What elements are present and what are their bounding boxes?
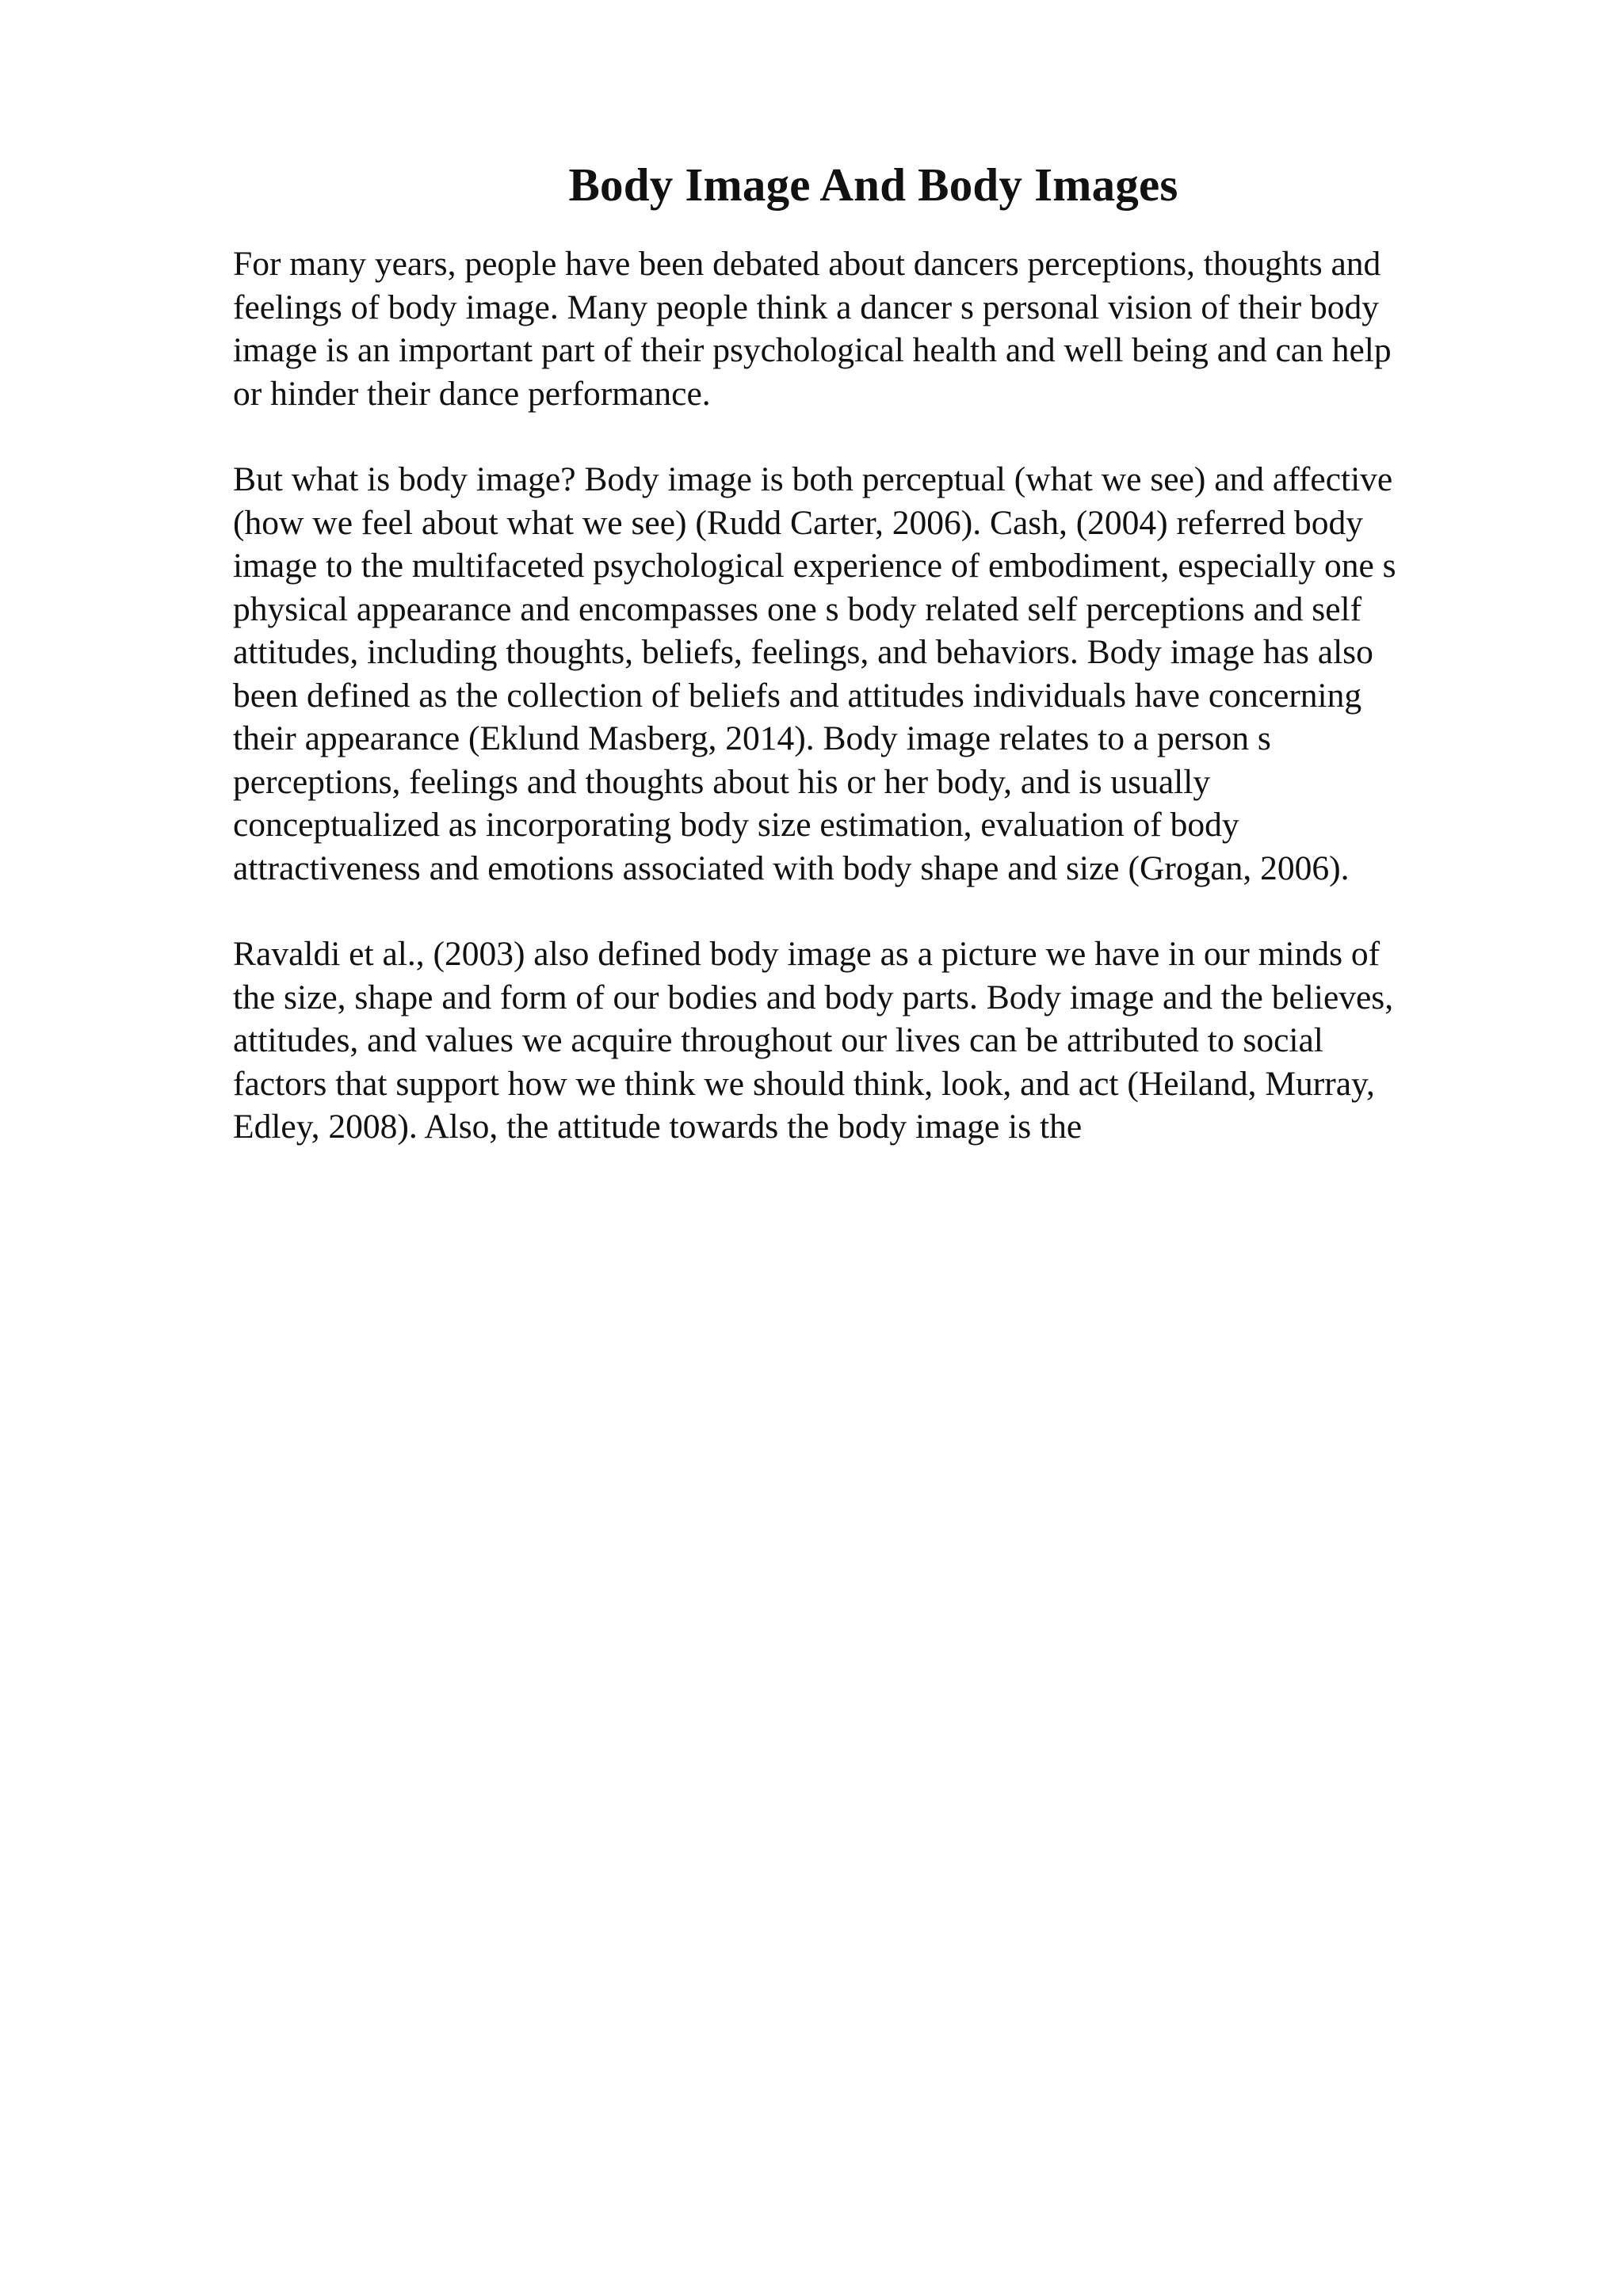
text-line: Edley, 2008). Also, the attitude towards the body image is the <box>233 1108 1083 1146</box>
document-title: Body Image And Body Images <box>568 158 1178 211</box>
text-line: attractiveness and emotions associated with body shape and size (Grogan, 2006). <box>233 849 1350 887</box>
text-line: the size, shape and form of our bodies and body parts. Body image and the believes, <box>233 978 1394 1016</box>
text-line: conceptualized as incorporating body size estimation, evaluation of body <box>233 806 1239 844</box>
text-line: For many years, people have been debated about dancers perceptions, thoughts and <box>233 245 1381 283</box>
document-body <box>233 242 1501 1192</box>
text-line: perceptions, feelings and thoughts about his or her body, and is usually <box>233 762 1211 801</box>
text-line: been defined as the collection of beliefs and attitudes individuals have concerning <box>233 676 1362 715</box>
text-line: But what is body image? Body image is both perceptual (what we see) and affective <box>233 460 1393 498</box>
text-line: feelings of body image. Many people think a dancer s personal vision of their body <box>233 288 1380 326</box>
text-line: or hinder their dance performance. <box>233 374 711 413</box>
text-line: physical appearance and encompasses one s body related self perceptions and self <box>233 589 1362 628</box>
text-line: (how we feel about what we see) (Rudd Carter, 2006). Cash, (2004) referred body <box>233 503 1364 542</box>
text-line: image is an important part of their psychological health and well being and can help <box>233 331 1392 369</box>
paragraph-intro <box>233 242 1501 415</box>
text-line: attitudes, including thoughts, beliefs, feelings, and behaviors. Body image has also <box>233 633 1373 671</box>
text-line: their appearance (Eklund Masberg, 2014). Body image relates to a person s <box>233 719 1271 757</box>
paragraph-definition <box>233 458 1501 890</box>
text-line: image to the multifaceted psychological experience of embodiment, especially one s <box>233 547 1396 585</box>
text-line: attitudes, and values we acquire throughout our lives can be attributed to social <box>233 1021 1323 1059</box>
paragraph-social-factors <box>233 933 1501 1149</box>
text-line: Ravaldi et al., (2003) also defined body image as a picture we have in our minds of <box>233 935 1381 973</box>
text-line: factors that support how we think we should think, look, and act (Heiland, Murray, <box>233 1064 1375 1103</box>
